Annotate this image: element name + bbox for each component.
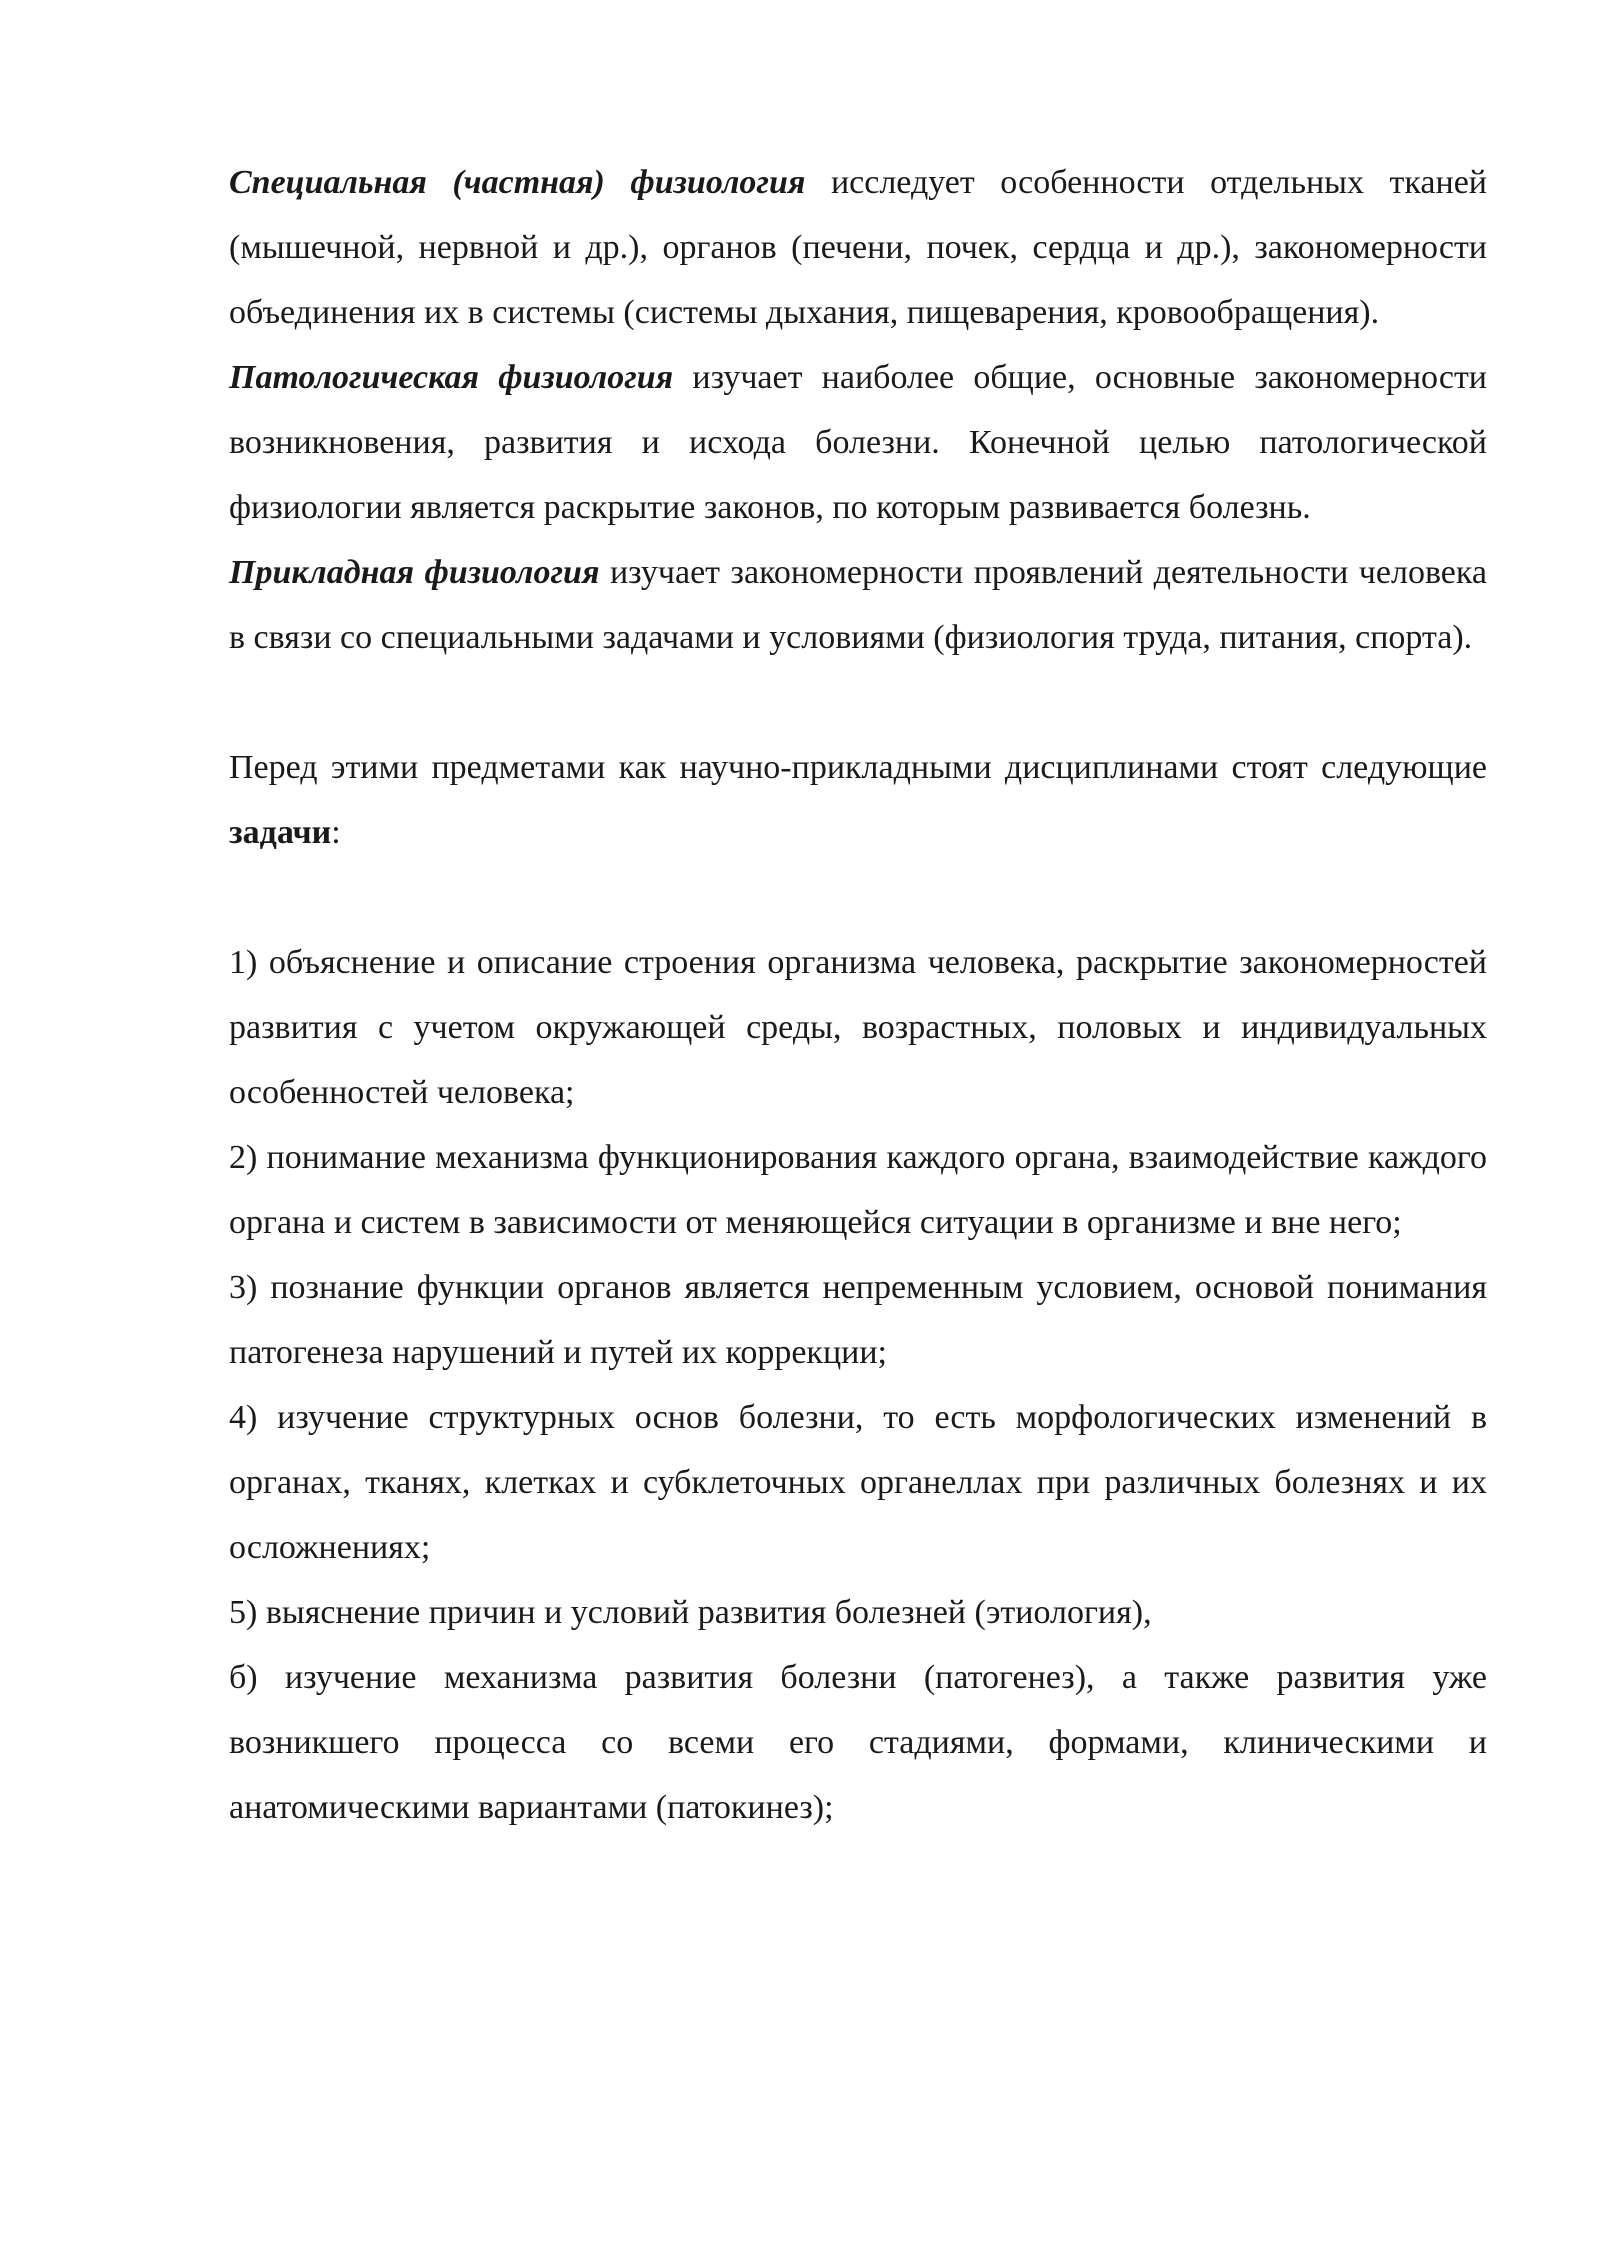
task-item-4: 4) изучение структурных основ болезни, то есть морфологических изменений в органах, тканях, клетках и субклеточных органеллах при различных болезнях и их осложнениях;: [229, 1399, 1487, 1566]
task-item-3: 3) познание функции органов является непременным условием, основой понимания патогенеза нарушений и путей их коррекции;: [229, 1269, 1487, 1371]
paragraph-tasks-intro: [229, 735, 1487, 865]
paragraph-applied-physiology: [229, 540, 1487, 670]
paragraph-spacer: [229, 670, 1487, 735]
term-pathological-physiology: Патологическая физиология: [229, 359, 674, 396]
paragraph-special-physiology: [229, 150, 1487, 345]
definition-applied-physiology: изучает закономерности проявлений деятельности человека в связи со специальными задачами и условиями (физиология труда, питания, спорта).: [229, 554, 1487, 656]
paragraph-spacer: [229, 865, 1487, 930]
term-applied-physiology: Прикладная физиология: [229, 554, 600, 591]
task-item-2: 2) понимание механизма функционирования каждого органа, взаимодействие каждого органа и систем в зависимости от меняющейся ситуации в организме и вне него;: [229, 1139, 1487, 1241]
document-body: [229, 150, 1487, 1840]
task-item-6: б) изучение механизма развития болезни (патогенез), а также развития уже возникшего процесса со всеми его стадиями, формами, клиническими и анатомическими вариантами (патокинез);: [229, 1659, 1487, 1826]
task-item-1: 1) объяснение и описание строения организма человека, раскрытие закономерностей развития с учетом окружающей среды, возрастных, половых и индивидуальных особенностей человека;: [229, 944, 1487, 1111]
definition-pathological-physiology: изучает наиболее общие, основные закономерности возникновения, развития и исхода болезни. Конечной целью патологической физиологии является раскрытие законов, по которым развивается болезнь.: [229, 359, 1488, 526]
definition-special-physiology: исследует особенности отдельных тканей (мышечной, нервной и др.), органов (печени, почек, сердца и др.), закономерности объединения их в системы (системы дыхания, пищеварения, кровообращения).: [229, 164, 1487, 331]
term-special-physiology: Специальная (частная) физиология: [229, 164, 806, 201]
paragraph-pathological-physiology: [229, 345, 1487, 540]
tasks-keyword: задачи: [229, 814, 332, 851]
task-item-5: 5) выяснение причин и условий развития болезней (этиология),: [229, 1594, 1152, 1631]
tasks-intro-text: Перед этими предметами как научно-прикладными дисциплинами стоят следующие: [229, 749, 1487, 786]
tasks-intro-colon: :: [331, 814, 341, 851]
